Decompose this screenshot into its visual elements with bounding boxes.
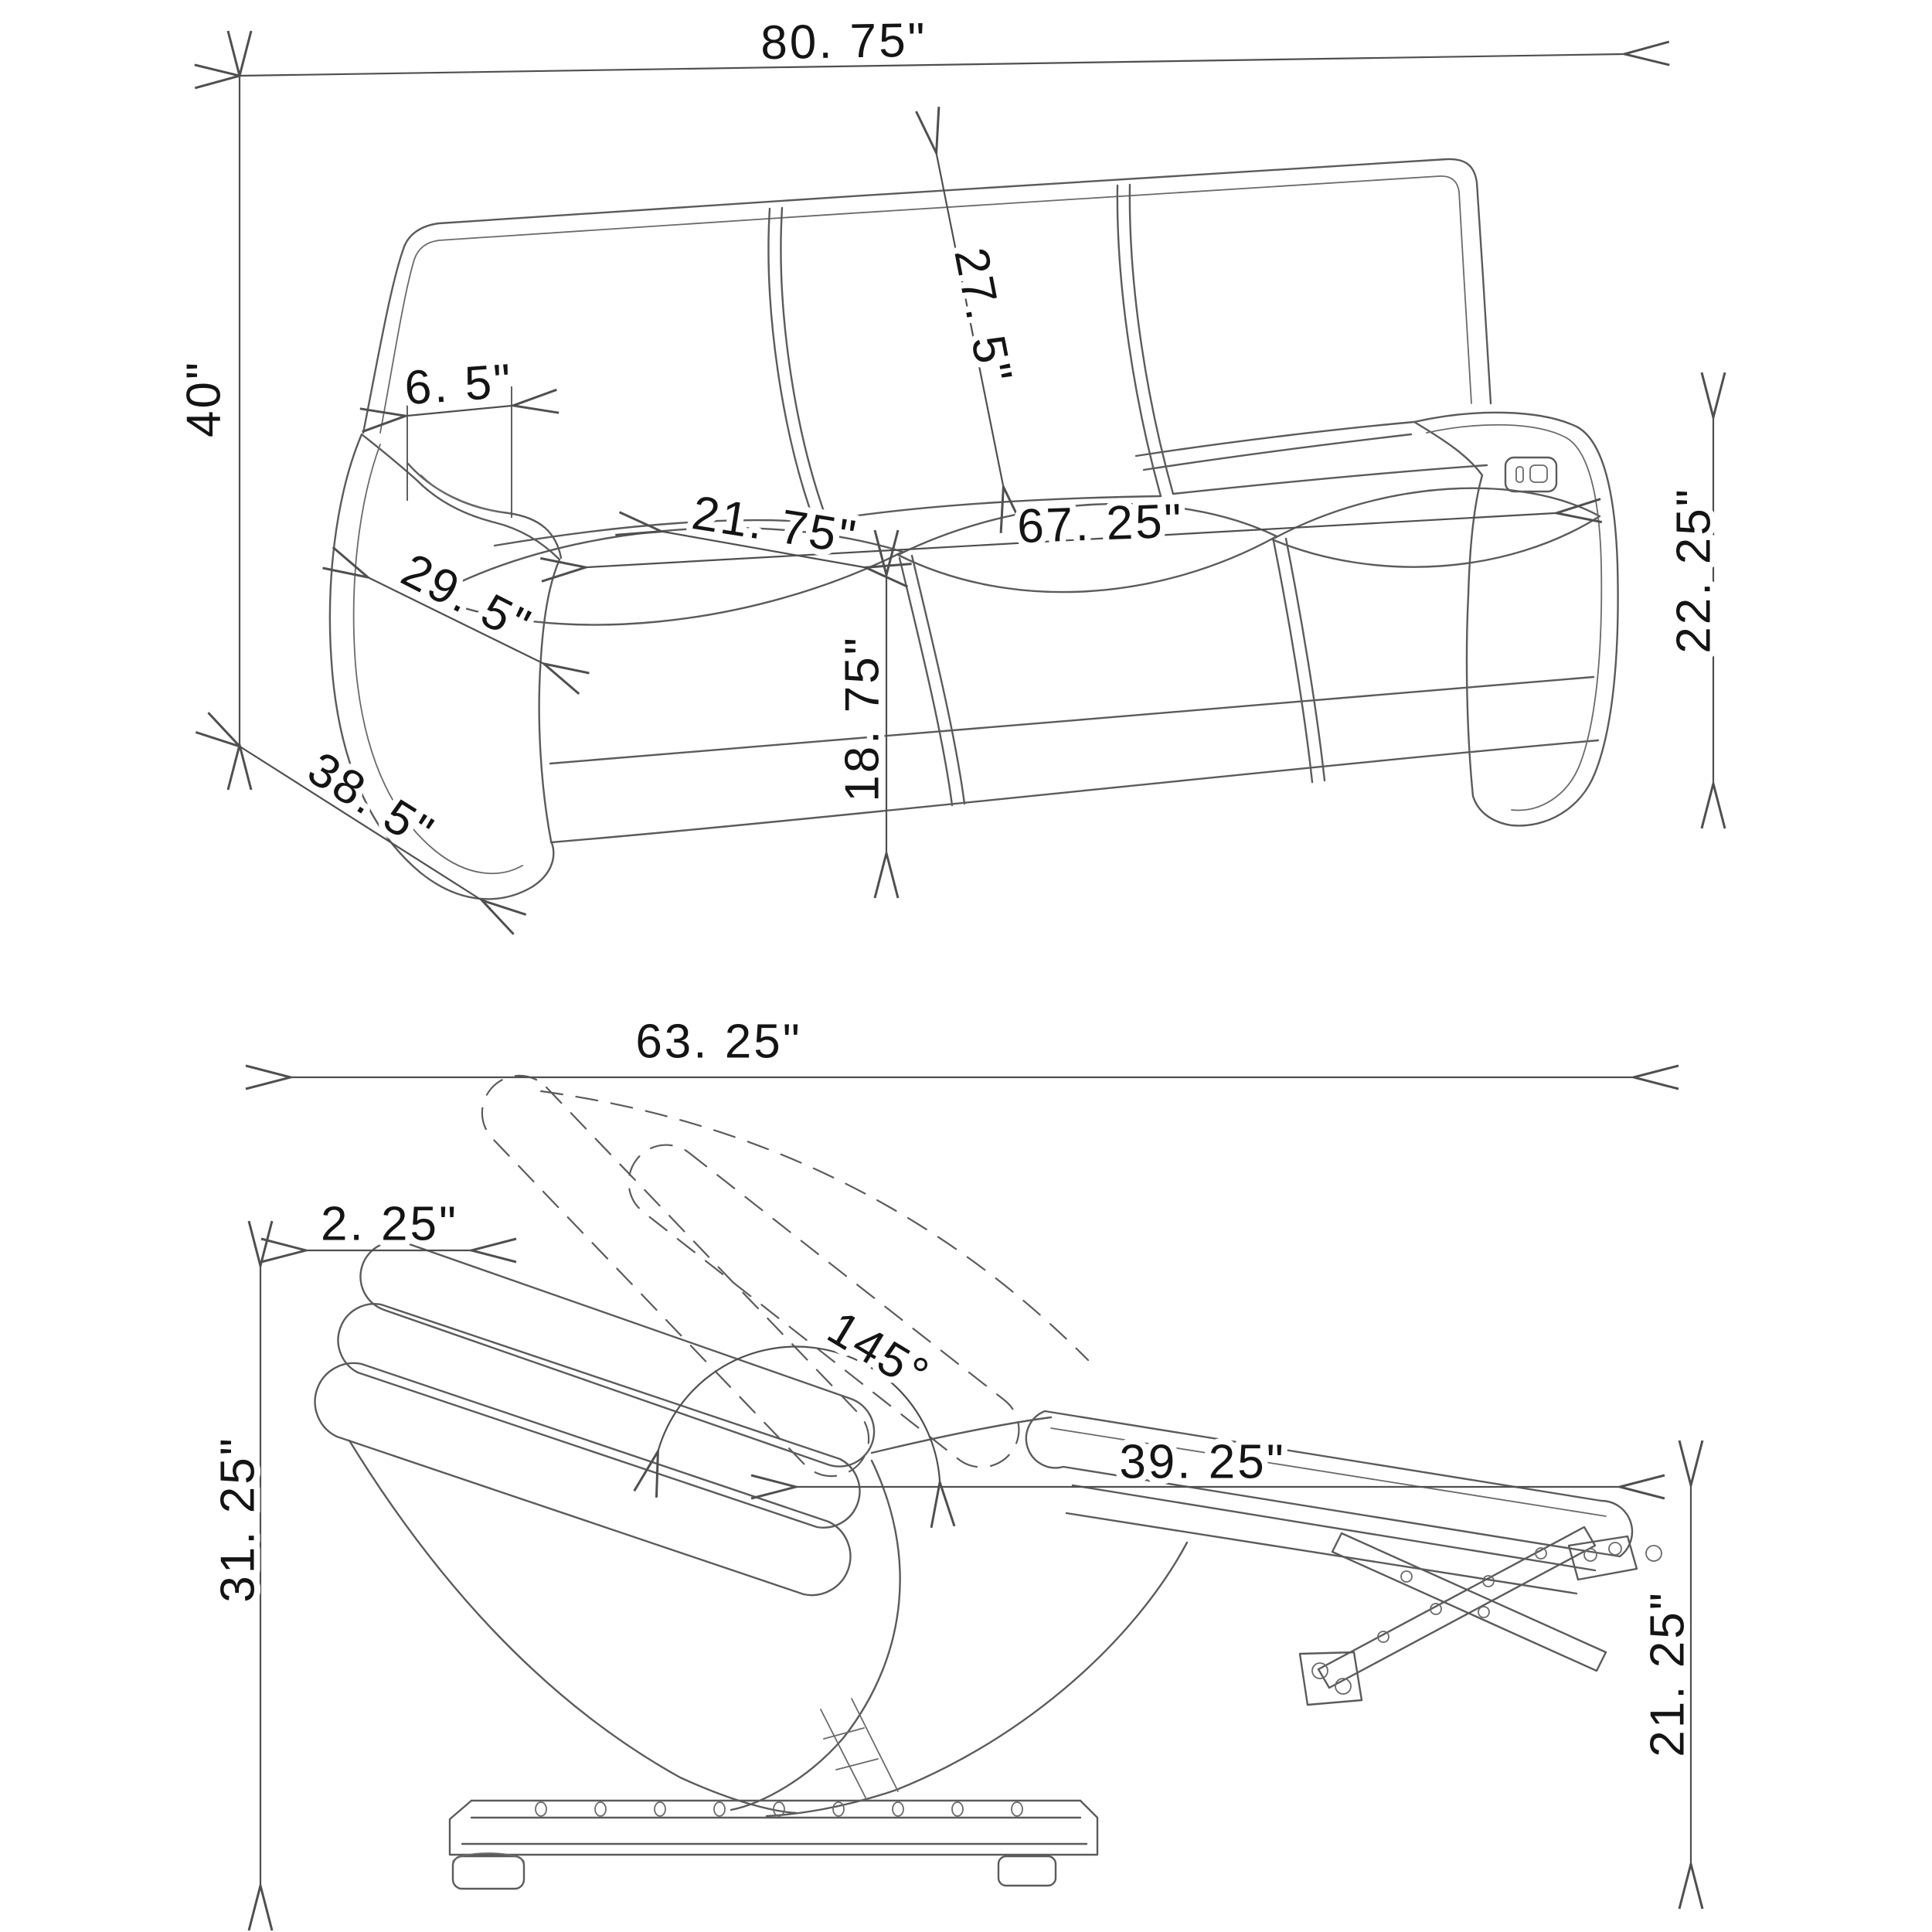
dim-interior-width-label: 67. 25" [1016, 494, 1185, 554]
recliner-dimension-labels [211, 1015, 1694, 1757]
sofa-back-outline [363, 159, 1491, 433]
sofa-dimension-labels [177, 14, 1720, 860]
dim-seat-height-label: 18. 75" [835, 635, 889, 802]
power-outlet-icon [1505, 457, 1556, 492]
ghost-back-upright [482, 1076, 869, 1476]
dim-overall-depth-label: 38. 5" [298, 742, 444, 860]
ghost-back-mid [629, 1145, 1019, 1468]
dim-arm-height-label: 22. 25" [1667, 487, 1721, 654]
back-cushion-layer-1 [360, 1241, 874, 1466]
seat-cushion-right [1272, 488, 1600, 567]
dim-overall-height-label: 40" [177, 360, 231, 437]
back-cushion-layer-3 [315, 1363, 851, 1595]
dim-recline-angle-label: 145° [818, 1301, 940, 1403]
base-rail [450, 1801, 1097, 1889]
dim-footrest-height-label: 21. 25" [1641, 1590, 1695, 1757]
dim-overall-width-label: 80. 75" [760, 13, 928, 70]
base-foot-left [453, 1856, 524, 1889]
sofa-back-piping [380, 176, 1471, 433]
back-cushion-layer-2 [338, 1304, 860, 1528]
base-foot-right [998, 1856, 1056, 1886]
dim-back-cushion-label: 27. 5" [944, 243, 1022, 389]
dim-arm-top-label: 6. 5" [403, 354, 515, 416]
dim-overall-width-arrow [241, 54, 1623, 76]
dim-wall-clearance-label: 2. 25" [321, 1197, 458, 1251]
footrest-cushion [1026, 1411, 1632, 1556]
recliner-outline [315, 1076, 1662, 1889]
dim-seat-length-label: 39. 25" [1119, 1435, 1286, 1489]
sofa-dimension-lines [240, 54, 1713, 900]
sofa-front-view [177, 14, 1720, 900]
recliner-side-view [211, 1015, 1694, 1889]
dim-reclined-length-label: 63. 25" [635, 1015, 802, 1069]
dim-arm-front-label: 29. 5" [393, 543, 540, 654]
dim-seat-depth-label: 21. 75" [688, 486, 862, 565]
dim-reclined-height-label: 31. 25" [211, 1436, 265, 1603]
